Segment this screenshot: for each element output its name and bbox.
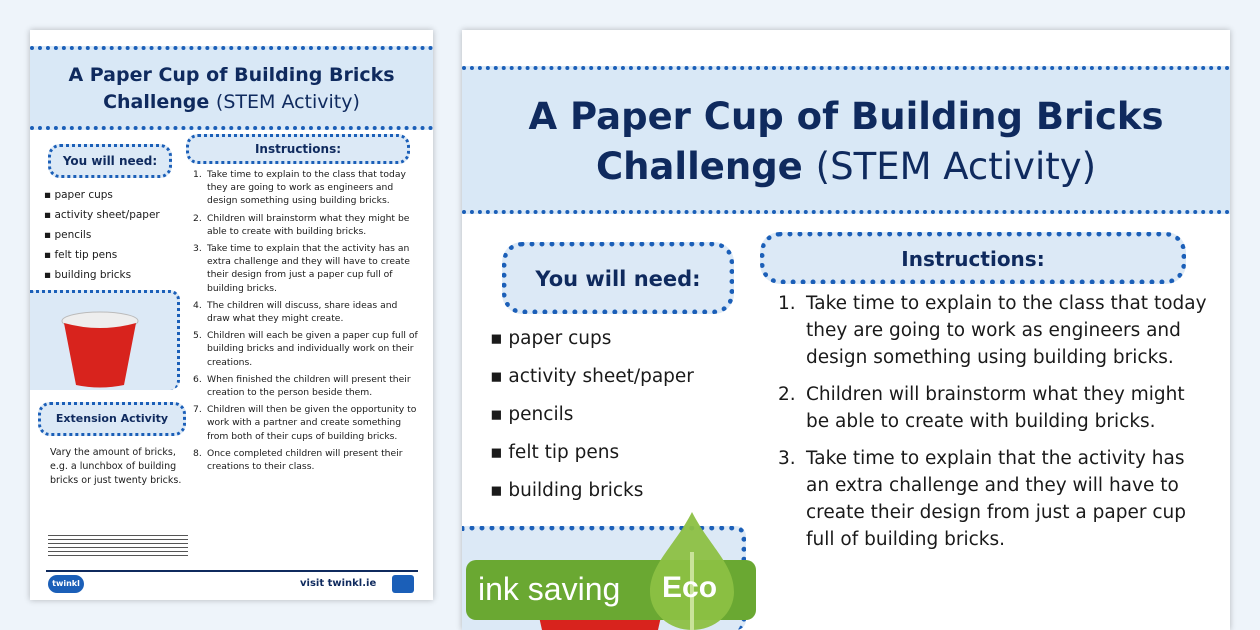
need-item: ▪ activity sheet/paper xyxy=(490,366,694,387)
instruction-item xyxy=(193,242,419,295)
instruction-number: 1. xyxy=(778,293,796,314)
instruction-item xyxy=(193,212,419,238)
need-item: ▪ paper cups xyxy=(44,189,113,201)
instruction-text: Take time to explain to the class that today they are going to work as engineers and design something using building bricks. xyxy=(207,169,406,207)
instruction-text: Children will brainstorm what they might be able to create with building bricks. xyxy=(806,384,1185,432)
instruction-item xyxy=(778,290,1208,371)
instruction-number: 1. xyxy=(193,169,202,180)
instruction-text: When finished the children will present their creation to the person beside them. xyxy=(207,373,411,399)
instruction-text: Children will brainstorm what they might be able to create with building bricks. xyxy=(207,212,410,237)
page-title xyxy=(30,46,433,130)
instruction-number: 8. xyxy=(193,447,202,459)
need-item: ▪ felt tip pens xyxy=(490,442,620,463)
twinkl-logo: twinkl xyxy=(48,575,84,593)
need-item: ▪ paper cups xyxy=(490,328,612,349)
title-line-1: A Paper Cup of Building Bricks xyxy=(68,64,395,86)
instruction-item xyxy=(193,447,419,473)
instructions-heading: Instructions: xyxy=(186,134,410,164)
need-list xyxy=(490,320,694,510)
need-heading: You will need: xyxy=(502,242,734,314)
instruction-text: Children will each be given a paper cup full of building bricks and individually work on their creations. xyxy=(207,330,418,368)
red-cup-illustration xyxy=(30,293,177,390)
instruction-item xyxy=(193,329,419,369)
instructions-heading: Instructions: xyxy=(760,232,1186,284)
instruction-item xyxy=(193,403,419,443)
footer-rule xyxy=(46,570,418,572)
instruction-item xyxy=(193,168,419,208)
instructions-list xyxy=(193,168,419,477)
instruction-number: 7. xyxy=(193,404,202,416)
extension-heading: Extension Activity xyxy=(38,402,186,436)
extension-text: Vary the amount of bricks, e.g. a lunchbox of building bricks or just twenty bricks. xyxy=(50,447,182,486)
footer-link[interactable]: visit twinkl.ie xyxy=(300,578,377,589)
ink-saving-label: ink saving xyxy=(478,571,621,607)
need-item: ▪ building bricks xyxy=(490,480,644,501)
instruction-item xyxy=(193,373,419,399)
instruction-number: 3. xyxy=(778,448,796,469)
instruction-number: 3. xyxy=(193,243,202,255)
cup-image-box xyxy=(30,290,180,390)
instruction-text: Once completed children will present their creations to their class. xyxy=(207,447,403,473)
quality-badge-icon xyxy=(392,575,414,593)
instruction-text: The children will discuss, share ideas and draw what they might create. xyxy=(207,299,398,325)
disclaimer-text xyxy=(48,535,188,559)
main-page xyxy=(462,30,1230,630)
page-title xyxy=(462,66,1230,214)
need-item: ▪ activity sheet/paper xyxy=(44,209,160,221)
need-item: ▪ building bricks xyxy=(44,269,132,281)
instruction-number: 2. xyxy=(193,212,202,224)
instruction-item xyxy=(193,299,419,325)
instruction-item xyxy=(778,381,1208,435)
instruction-text: Children will then be given the opportunity to work with a partner and create something from both of their cups of building bricks. xyxy=(207,404,417,442)
instruction-text: Take time to explain that the activity has an extra challenge and they will have to create their design from just a paper cup full of building bricks. xyxy=(806,448,1186,550)
thumbnail-page xyxy=(30,30,433,600)
need-item: ▪ pencils xyxy=(44,229,92,241)
instructions-list xyxy=(778,290,1208,563)
instruction-text: Take time to explain that the activity has an extra challenge and they will have to create their design from just a paper cup full of building bricks. xyxy=(207,243,410,294)
instruction-number: 5. xyxy=(193,330,202,342)
eco-label: Eco xyxy=(662,571,718,604)
instruction-number: 2. xyxy=(778,384,796,405)
need-list xyxy=(44,185,160,285)
need-heading: You will need: xyxy=(48,144,172,178)
need-item: ▪ pencils xyxy=(490,404,574,425)
instruction-number: 4. xyxy=(193,299,202,311)
instruction-item xyxy=(778,445,1208,553)
title-line-1: A Paper Cup of Building Bricks xyxy=(528,95,1164,138)
instruction-number: 6. xyxy=(193,373,202,385)
need-item: ▪ felt tip pens xyxy=(44,249,118,261)
title-line-2: Challenge (STEM Activity) xyxy=(103,91,360,113)
title-line-2: Challenge (STEM Activity) xyxy=(595,145,1097,188)
instruction-text: Take time to explain to the class that today they are going to work as engineers and design something using building bricks. xyxy=(806,293,1207,368)
